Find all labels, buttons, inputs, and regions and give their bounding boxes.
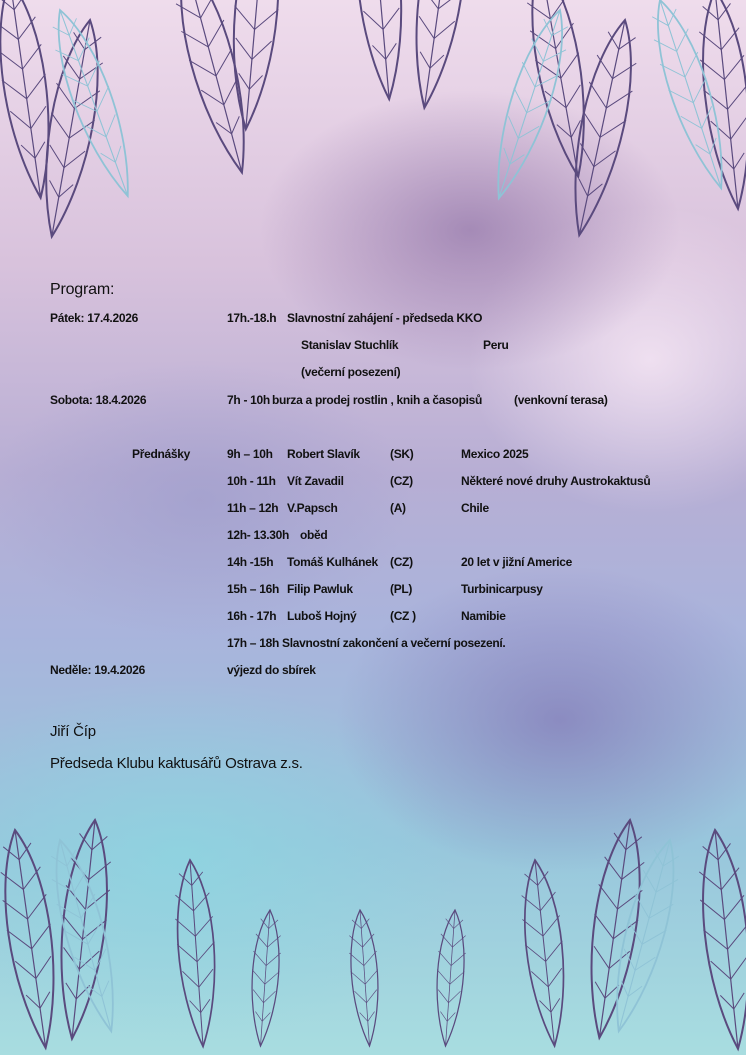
friday-speaker: Stanislav Stuchlík [301, 338, 399, 352]
friday-event: Slavnostní zahájení - předseda KKO [287, 311, 483, 325]
friday-topic: Peru [483, 338, 509, 352]
lecture-country: (PL) [390, 582, 413, 596]
lecture-country: (SK) [390, 447, 414, 461]
lectures-label: Přednášky [132, 447, 191, 461]
lecture-topic: Namibie [461, 609, 506, 623]
lecture-time: 10h - 11h [227, 474, 276, 488]
lecture-speaker: V.Papsch [287, 501, 338, 515]
lecture-time: 14h -15h [227, 555, 274, 569]
lecture-speaker: Vít Zavadil [287, 474, 344, 488]
lecture-topic: 20 let v jižní Americe [461, 555, 573, 569]
lecture-speaker: Filip Pawluk [287, 582, 353, 596]
lecture-topic: Mexico 2025 [461, 447, 529, 461]
lecture-speaker: oběd [300, 528, 328, 542]
program-title: Program: [50, 281, 115, 298]
lecture-speaker: Luboš Hojný [287, 609, 357, 623]
lecture-speaker: Robert Slavík [287, 447, 360, 461]
friday-date: Pátek: 17.4.2026 [50, 311, 138, 325]
saturday-time: 7h - 10h [227, 393, 270, 407]
lecture-speaker: Tomáš Kulhánek [287, 555, 378, 569]
sunday-event: výjezd do sbírek [227, 663, 316, 677]
friday-note: (večerní posezení) [301, 365, 401, 379]
saturday-date: Sobota: 18.4.2026 [50, 393, 147, 407]
saturday-event: burza a prodej rostlin , knih a časopisů [272, 393, 483, 407]
lecture-country: (A) [390, 501, 406, 515]
lecture-country: (CZ) [390, 555, 413, 569]
lecture-time: 16h - 17h [227, 609, 277, 623]
leaf-border-bottom-decoration [0, 800, 746, 1055]
sunday-date: Neděle: 19.4.2026 [50, 663, 145, 677]
signature-name: Jiří Číp [50, 723, 96, 740]
lecture-country: (CZ ) [390, 609, 416, 623]
saturday-location: (venkovní terasa) [514, 393, 608, 407]
friday-time: 17h.-18.h [227, 311, 277, 325]
lecture-topic: Některé nové druhy Austrokaktusů [461, 474, 651, 488]
lecture-time: 11h – 12h [227, 501, 279, 515]
closing-event: 17h – 18h Slavnostní zakončení a večerní posezení. [227, 636, 506, 650]
signature-role: Předseda Klubu kaktusářů Ostrava z.s. [50, 755, 303, 772]
lecture-time: 12h- 13.30h [227, 528, 290, 542]
lecture-time: 15h – 16h [227, 582, 279, 596]
lecture-time: 9h – 10h [227, 447, 273, 461]
leaf-border-top-decoration [0, 0, 746, 260]
lecture-topic: Chile [461, 501, 489, 515]
lecture-country: (CZ) [390, 474, 413, 488]
lecture-topic: Turbinicarpusy [461, 582, 543, 596]
